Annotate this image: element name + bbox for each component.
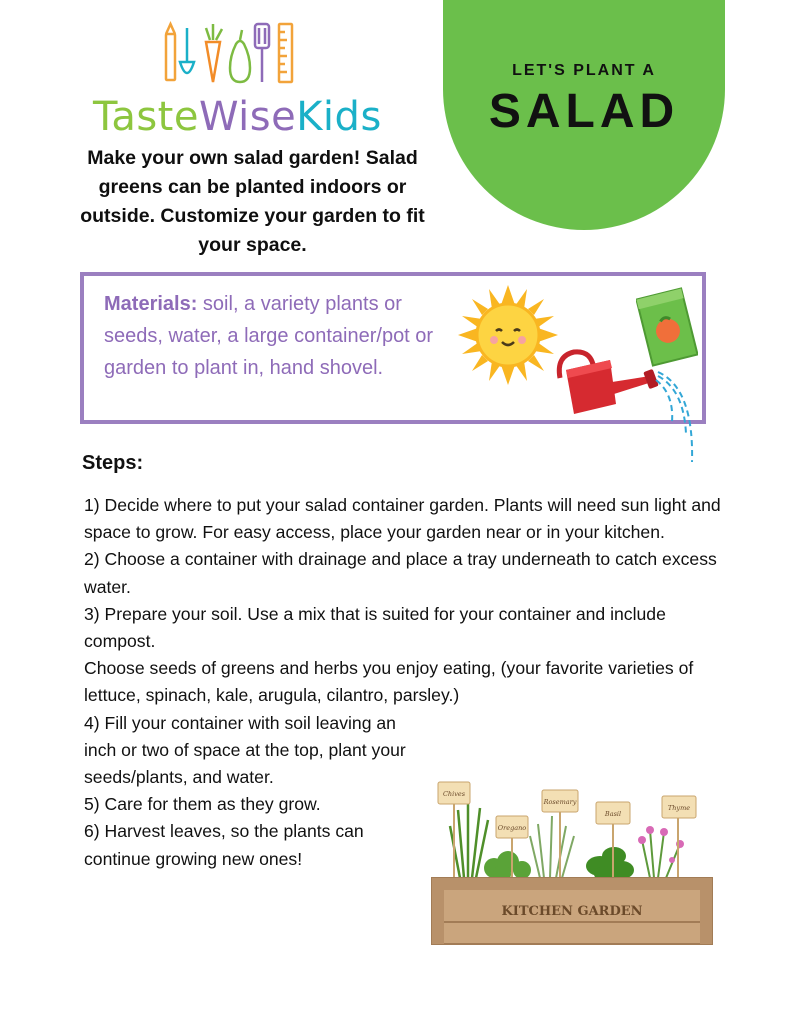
crate-label: KITCHEN GARDEN <box>501 904 643 919</box>
pear-icon <box>230 30 250 82</box>
step-3: 3) Prepare your soil. Use a mix that is suited for your container and include compost. <box>84 603 666 652</box>
chives-plant <box>450 800 488 878</box>
garden-crate <box>432 878 712 944</box>
intro-text: Make your own salad garden! Salad greens can be planted indoors or outside. Customize your garden to fit your space. <box>80 147 425 256</box>
materials-list: soil, a variety plants or seeds, water, a large container/pot or garden to plant in, hand shovel. <box>104 293 434 379</box>
materials-text <box>104 288 464 384</box>
basil-plant <box>586 847 634 882</box>
logo-word-wise: Wise <box>198 94 297 140</box>
kitchen-garden-illustration <box>428 770 714 948</box>
step-1: 1) Decide where to put your salad container garden. Plants will need sun light and space to grow. For easy access, place your garden near or in your kitchen. <box>84 495 721 543</box>
watering-can-icon <box>552 342 702 464</box>
badge-kicker: LET'S PLANT A <box>512 62 656 79</box>
brand-logo <box>93 94 382 140</box>
ruler-icon <box>279 24 292 82</box>
step-4: 4) Fill your container with soil leaving an inch or two of space at the top, plant your seeds/plants, and water. <box>84 712 406 788</box>
logo-word-kids: Kids <box>296 94 382 140</box>
rosemary-plant <box>530 816 574 878</box>
pencil-icon <box>166 24 175 80</box>
logo-icons <box>160 20 300 90</box>
logo-word-taste: Taste <box>93 94 199 140</box>
page-title: SALAD <box>488 85 680 138</box>
step-6: 6) Harvest leaves, so the plants can continue growing new ones! <box>84 821 364 869</box>
sun-icon <box>458 285 558 385</box>
steps-heading: Steps: <box>82 452 144 474</box>
tag-basil-label: Basil <box>604 810 622 818</box>
step-2: 2) Choose a container with drainage and place a tray underneath to catch excess water. <box>84 549 717 597</box>
spoon-icon <box>180 28 194 73</box>
tag-chives-label: Chives <box>442 790 466 798</box>
materials-label: Materials: <box>104 293 198 315</box>
tag-oregano-label: Oregano <box>497 824 527 832</box>
spatula-icon <box>255 24 269 82</box>
tag-rosemary-label: Rosemary <box>543 798 577 806</box>
carrot-icon <box>206 24 222 82</box>
tag-thyme-label: Thyme <box>667 804 691 812</box>
step-5: 5) Care for them as they grow. <box>84 794 321 815</box>
step-3-note: Choose seeds of greens and herbs you enjoy eating, (your favorite varieties of lettuce, spinach, kale, arugula, cilantro, parsley.) <box>84 658 694 706</box>
